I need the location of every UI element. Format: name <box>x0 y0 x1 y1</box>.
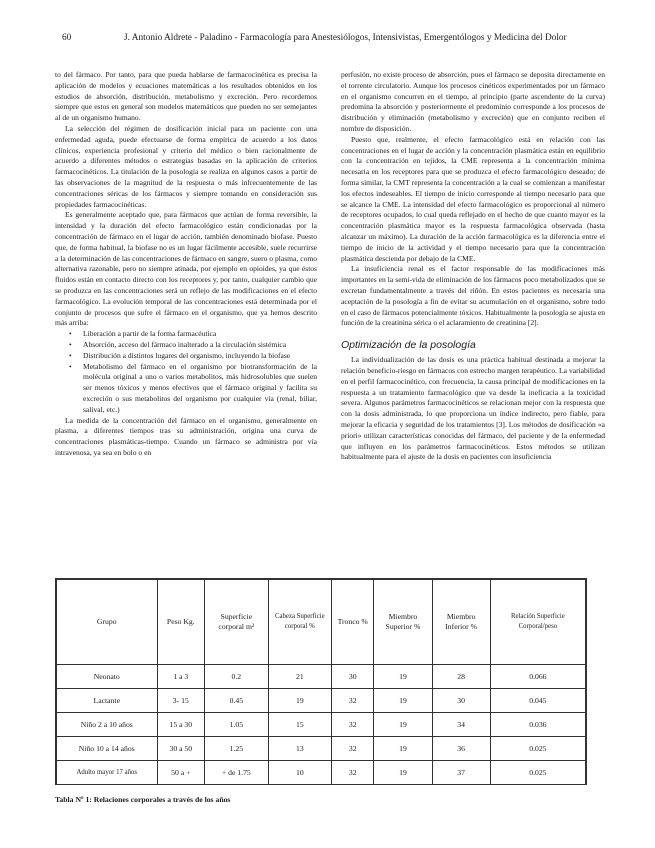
paragraph: La selección del régimen de dosificación inicial para un paciente con una enfermedad aguda, puede efectuarse de forma empírica de acuerdo a los datos clínicos, experiencia profesional y criterio del médico o bien racionalmente de acuerdo a diferentes métodos o estrategias basadas en la aplicación de criterios farmacocinéticos. La titulación de la posología se realiza en algunos casos a partir de las observaciones de la magnitud de la respuesta o más infrecuentemente de las concentraciones séricas de los fármacos y siempre tomando en consideración sus propiedades farmacocinéticas. <box>55 123 317 209</box>
table-row <box>57 737 586 761</box>
table-cell: 50 a + <box>157 761 205 785</box>
table-cell: 19 <box>374 737 432 761</box>
table-cell: 30 <box>432 689 490 713</box>
table-cell: 15 <box>268 713 331 737</box>
table-cell: Niño 10 a 14 años <box>57 737 158 761</box>
table-cell: 19 <box>374 689 432 713</box>
table-cell: 19 <box>268 689 331 713</box>
table-cell: 32 <box>332 689 374 713</box>
right-column <box>341 70 605 463</box>
table-cell: 0.066 <box>490 665 585 689</box>
paragraph: Es generalmente aceptado que, para fármacos que actúan de forma reversible, la intensidad y la duración del efecto farmacológico están condicionadas por la concentración de fármaco en el lugar de acción, también denominado biofase. Puesto que, de forma habitual, la biofase no es un lugar fácilmente accesible, suele recurrirse a la determinación de las concentraciones de fármaco en sangre, suero o plasma, como alternativa razonable, pero no siempre atinada, por ejemplo en opioides, ya que éstos fluidos están en contacto directo con los receptores y, por tanto, cualquier cambio que se produzca en las concentraciones será un reflejo de las modificaciones en el efecto farmacológico. La evolución temporal de las concentraciones está determinada por el conjunto de procesos que sufre el fármaco en el organismo, que ya hemos descrito más arriba: <box>55 210 317 328</box>
table-cell: 19 <box>374 761 432 785</box>
list-item: • Liberación a partir de la forma farmacéutica <box>55 329 317 340</box>
table-cell: 32 <box>332 737 374 761</box>
table-row <box>57 761 586 785</box>
column-header: Grupo <box>57 580 158 665</box>
table-cell: 0.036 <box>490 713 585 737</box>
table-row <box>57 665 586 689</box>
column-header: Tronco % <box>332 580 374 665</box>
table-cell: 32 <box>332 713 374 737</box>
table-cell: 30 a 50 <box>157 737 205 761</box>
table-cell: 1.05 <box>205 713 268 737</box>
paragraph: Puesto que, realmente, el efecto farmacológico está en relación con las concentraciones en el lugar de acción y la concentración plasmática están en equilibrio con la concentración en tejidos, la CME representa a la concentración mínima necesaria en los receptores para que se produzca el efecto farmacológico deseado; de forma similar, la CMT representa la concentración a la cual se comienzan a manifestar los efectos indeseables. El tiempo de inicio corresponde al tiempo necesario para que se alcance la CME. La intensidad del efecto farmacológico es proporcional al número de receptores ocupados, lo cual queda reflejado en el hecho de que cuanto mayor es la concentración plasmática mayor es la respuesta farmacológica observada (hasta alcanzar un máximo). La duración de la acción farmacológica es la diferencia entre el tiempo de inicio de la actividad y el tiempo necesario para que la concentración plasmática descienda por debajo de la CME. <box>341 134 605 263</box>
section-heading: Optimización de la posología <box>341 339 476 352</box>
table-cell: 34 <box>432 713 490 737</box>
table-header-row <box>57 580 586 665</box>
column-header: Superficie corporal m² <box>205 580 268 665</box>
table-cell: 19 <box>374 713 432 737</box>
table-cell: 28 <box>432 665 490 689</box>
table-cell: 19 <box>374 665 432 689</box>
table-cell: Adulto mayor 17 años <box>57 761 158 785</box>
table-cell: 36 <box>432 737 490 761</box>
table-cell: 3- 15 <box>157 689 205 713</box>
table-cell: 13 <box>268 737 331 761</box>
list-item: • Metabolismo del fármaco en el organismo por biotransformación de la molécula original a uno o varios metabolitos, más hidrosolubles que suelen ser menos tóxicos y menos efectivos que el fármaco original y facilita su excreción o sus metabolitos del organismo por cualquier vía (renal, biliar, salival, etc.) <box>55 362 317 416</box>
table-cell: 0.025 <box>490 737 585 761</box>
table-cell: + de 1.75 <box>205 761 268 785</box>
table-cell: 0.45 <box>205 689 268 713</box>
column-header: Cabeza Superficie corporal % <box>268 580 331 665</box>
process-list <box>55 329 317 415</box>
table-cell: Neonato <box>57 665 158 689</box>
table-cell: 30 <box>332 665 374 689</box>
paragraph: perfusión, no existe proceso de absorción, pues el fármaco se deposita directamente en el torrente circulatorio. Aunque los procesos cinéticos experimentados por un fármaco en el organismo concurren en el tiempo, al principio (parte ascendente de la curva) predomina la absorción y posteriormente el predominio corresponde a los procesos de distribución y eliminación (metabolismo y excreción) que en conjunto reciben el nombre de disposición. <box>341 70 605 133</box>
column-header: Peso Kg. <box>157 580 205 665</box>
paragraph: to del fármaco. Por tanto, para que pueda hablarse de farmacocinética es precisa la aplicación de modelos y ecuaciones matemáticas a los resultados obtenidos en los estudios de absorción, distribución, metabolismo y excreción. Pero recordemos siempre que estos en general son modelos matemáticos que pueden no ser semejantes al de un organismo humano. <box>55 70 317 123</box>
column-header: Relación Superficie Corporal/peso <box>490 580 585 665</box>
table-row <box>57 713 586 737</box>
left-column <box>55 70 317 459</box>
page-number: 60 <box>62 33 72 43</box>
table-row <box>57 689 586 713</box>
list-item: • Absorción, acceso del fármaco inalterado a la circulación sistémica <box>55 340 317 351</box>
paragraph: La individualización de las dosis es una práctica habitual destinada a mejorar la relación beneficio-riesgo en fármacos con estrecho margen terapéutico. La variabilidad en el perfil farmacocinético, con frecuencia, la causa principal de modificaciones en la respuesta a un tratamiento farmacológico que va desde la ineficacia a la toxicidad severa. Algunos parámetros farmacocinéticos se relacionan mejor con la respuesta que con la dosis administrada, lo que proporciona un índice indirecto, pero fiable, para mejorar la eficacia y seguridad de los tratamientos [3]. Los métodos de dosificación «a priori» utilizan características conocidas del fármaco, del paciente y de la enfermedad que influyen en los parámetros farmacocinéticos. Estos métodos se utilizan habitualmente para el ajuste de la dosis en pacientes con insuficiencia <box>341 355 605 462</box>
table-cell: 15 a 30 <box>157 713 205 737</box>
table-cell: Niño 2 a 10 años <box>57 713 158 737</box>
page-header <box>32 33 632 47</box>
table-cell: 37 <box>432 761 490 785</box>
table-cell: 21 <box>268 665 331 689</box>
table-caption: Tabla Nº 1: Relaciones corporales a través de los años <box>55 795 231 804</box>
table-cell: 10 <box>268 761 331 785</box>
table-cell: 0.2 <box>205 665 268 689</box>
column-header: Miembro Inferior % <box>432 580 490 665</box>
running-title: J. Antonio Aldrete - Paladino - Farmacología para Anestesiólogos, Intensivistas, Emergentólogos y Medicina del Dolor <box>124 33 567 43</box>
table-cell: 0.025 <box>490 761 585 785</box>
table-cell: 1.25 <box>205 737 268 761</box>
paragraph: La medida de la concentración del fármaco en el organismo, generalmente en plasma, a diferentes tiempos tras su administración, origina una curva de concentraciones plasmáticas-tiempo. Cuando un fármaco se administra por vía intravenosa, ya sea en bolo o en <box>55 415 317 457</box>
body-proportions-table <box>55 578 587 785</box>
column-header: Miembro Superior % <box>374 580 432 665</box>
list-item: • Distribución a distintos lugares del organismo, incluyendo la biofase <box>55 351 317 362</box>
table-cell: 0.045 <box>490 689 585 713</box>
paragraph: La insuficiencia renal es el factor responsable de las modificaciones más importantes en la semi-vida de eliminación de los fármacos poco metabolizados que se excretan fundamentalmente a través del riñón. En estos pacientes es necesaria una aceptación de la posología a fin de evitar su acumulación en el organismo, sobre todo en el caso de fármacos potencialmente tóxicos. Habitualmente la posología se ajusta en función de la creatinina sérica o el aclaramiento de creatinina [2]. <box>341 264 605 328</box>
table-cell: 1 a 3 <box>157 665 205 689</box>
table-cell: Lactante <box>57 689 158 713</box>
table-cell: 32 <box>332 761 374 785</box>
